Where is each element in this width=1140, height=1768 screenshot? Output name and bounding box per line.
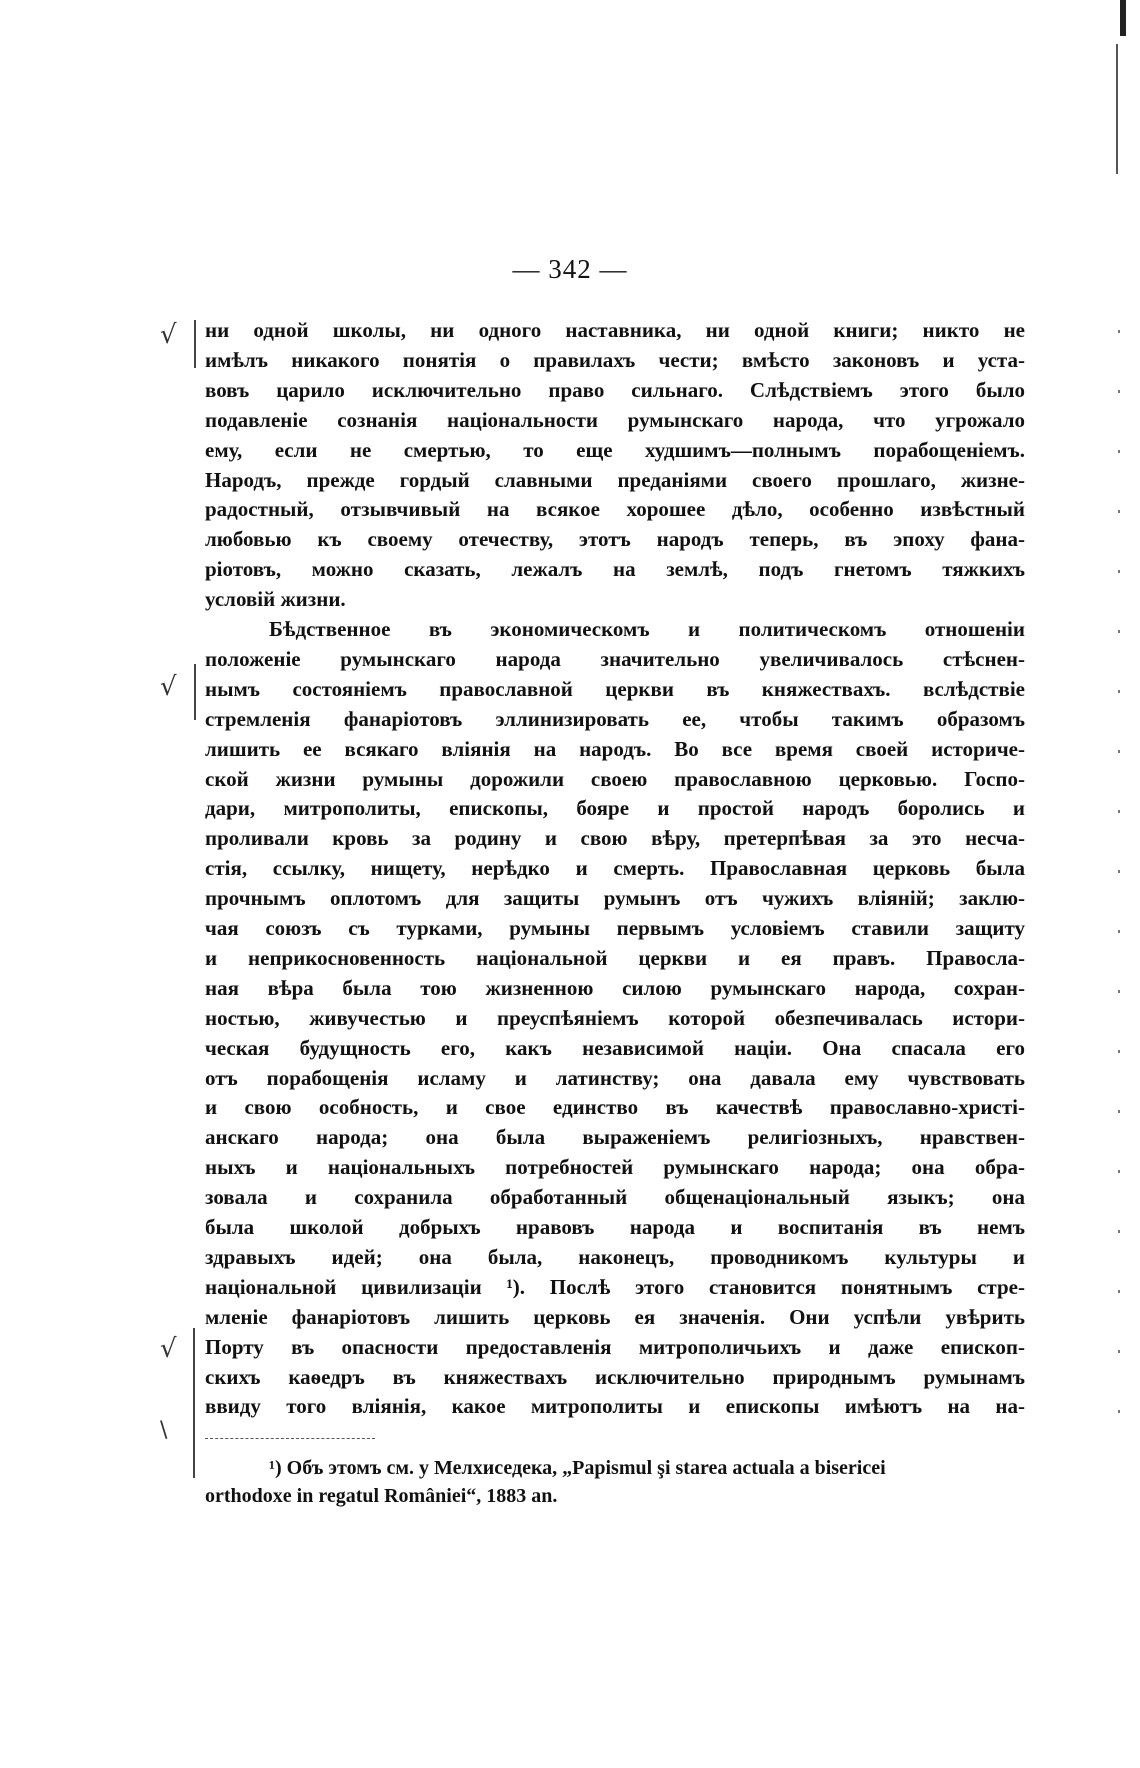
text-line: вовъ царило исключительно право сильнаго. Слѣдствіемъ этого было (205, 378, 1025, 402)
text-line: лишить ее всякаго вліянія на народъ. Во все время своей историче- (205, 737, 1025, 761)
text-line: ріотовъ, можно сказать, лежалъ на землѣ, подъ гнетомъ тяжкихъ (205, 557, 1025, 581)
page-number: — 342 — (512, 254, 628, 284)
text-line: стія, ссылку, нищету, нерѣдко и смерть. Православная церковь была (205, 856, 1025, 880)
text-line: положеніе румынскаго народа значительно увеличивалось стѣснен- (205, 647, 1025, 671)
footnote-line: orthodoxe in regatul României“, 1883 an. (205, 1485, 558, 1507)
text-line: мленіе фанаріотовъ лишить церковь ея значенія. Они успѣли увѣрить (205, 1305, 1025, 1329)
text-line: и свою особность, и свое единство въ качествѣ православно-христі- (205, 1095, 1025, 1119)
text-line: и неприкосновенность національной церкви и ея правъ. Правосла- (205, 946, 1025, 970)
footnote-separator (205, 1438, 375, 1439)
text-line: зовала и сохранила обработанный общенаціональный языкъ; она (205, 1185, 1025, 1209)
margin-check-mark: √ (160, 1334, 177, 1364)
text-line: чая союзъ съ турками, румыны первымъ условіемъ ставили защиту (205, 916, 1025, 940)
text-line: ческая будущность его, какъ независимой націи. Она спасала его (205, 1036, 1025, 1060)
margin-bracket-line (193, 1328, 195, 1478)
text-line: имѣлъ никакого понятія о правилахъ чести; вмѣсто законовъ и уста- (205, 348, 1025, 372)
text-line: стремленія фанаріотовъ эллинизировать ее, чтобы такимъ образомъ (205, 707, 1025, 731)
text-line: ныхъ и національныхъ потребностей румынскаго народа; она обра- (205, 1155, 1025, 1179)
text-line: здравыхъ идей; она была, наконецъ, проводникомъ культуры и (205, 1245, 1025, 1269)
text-line: прочнымъ оплотомъ для защиты румынъ отъ чужихъ вліяній; заклю- (205, 886, 1025, 910)
text-line: ввиду того вліянія, какое митрополиты и епископы имѣютъ на на- (205, 1394, 1025, 1418)
text-line: нымъ состояніемъ православной церкви въ княжествахъ. вслѣдствіе (205, 677, 1025, 701)
text-line: ная вѣра была тою жизненною силою румынскаго народа, сохран- (205, 976, 1025, 1000)
text-line: ни одной школы, ни одного наставника, ни одной книги; никто не (205, 318, 1025, 342)
text-line: Порту въ опасности предоставленія митрополичьихъ и даже епископ- (205, 1335, 1025, 1359)
text-line: ему, если не смертью, то еще худшимъ—полнымъ порабощеніемъ. (205, 438, 1025, 462)
text-line: была школой добрыхъ нравовъ народа и воспитанія въ немъ (205, 1215, 1025, 1239)
text-line: проливали кровь за родину и свою вѣру, претерпѣвая за это несча- (205, 826, 1025, 850)
text-line: ской жизни румыны дорожили своею православною церковью. Госпо- (205, 767, 1025, 791)
text-line: радостный, отзывчивый на всякое хорошее дѣло, особенно извѣстный (205, 497, 1025, 521)
text-line: дари, митрополиты, епископы, бояре и простой народъ боролись и (205, 796, 1025, 820)
paragraph-first-line: Бѣдственное въ экономическомъ и политическомъ отношеніи (269, 617, 1025, 641)
page-edge-shadow-lower (1116, 44, 1118, 174)
text-line: анскаго народа; она была выраженіемъ религіозныхъ, нравствен- (205, 1125, 1025, 1149)
text-line: національной цивилизаціи ¹). Послѣ этого становится понятнымъ стре- (205, 1275, 1025, 1299)
margin-bracket-line (194, 664, 196, 720)
margin-check-mark: √ (160, 672, 177, 702)
text-line: подавленіе сознанія національности румынскаго народа, что угрожало (205, 408, 1025, 432)
text-line: ностью, живучестью и преуспѣяніемъ которой обезпечивалась истори- (205, 1006, 1025, 1030)
page-edge-shadow (1120, 0, 1126, 36)
margin-bracket-line (194, 320, 196, 368)
text-line: условій жизни. (205, 587, 346, 611)
margin-check-mark: √ (160, 320, 177, 350)
text-line: отъ порабощенія исламу и латинству; она давала ему чувствовать (205, 1066, 1025, 1090)
text-line: скихъ каѳедръ въ княжествахъ исключительно природнымъ румынамъ (205, 1365, 1025, 1389)
footnote-line: ¹) Объ этомъ см. у Мелхиседека, „Papismul şi starea actuala a bisericei (269, 1457, 886, 1479)
page-edge-specks (1118, 330, 1120, 1430)
text-line: любовью къ своему отечеству, этотъ народъ теперь, въ эпоху фана- (205, 527, 1025, 551)
margin-slash-mark: \ (160, 1418, 168, 1443)
text-line: Народъ, прежде гордый славными преданіями своего прошлаго, жизне- (205, 468, 1025, 492)
